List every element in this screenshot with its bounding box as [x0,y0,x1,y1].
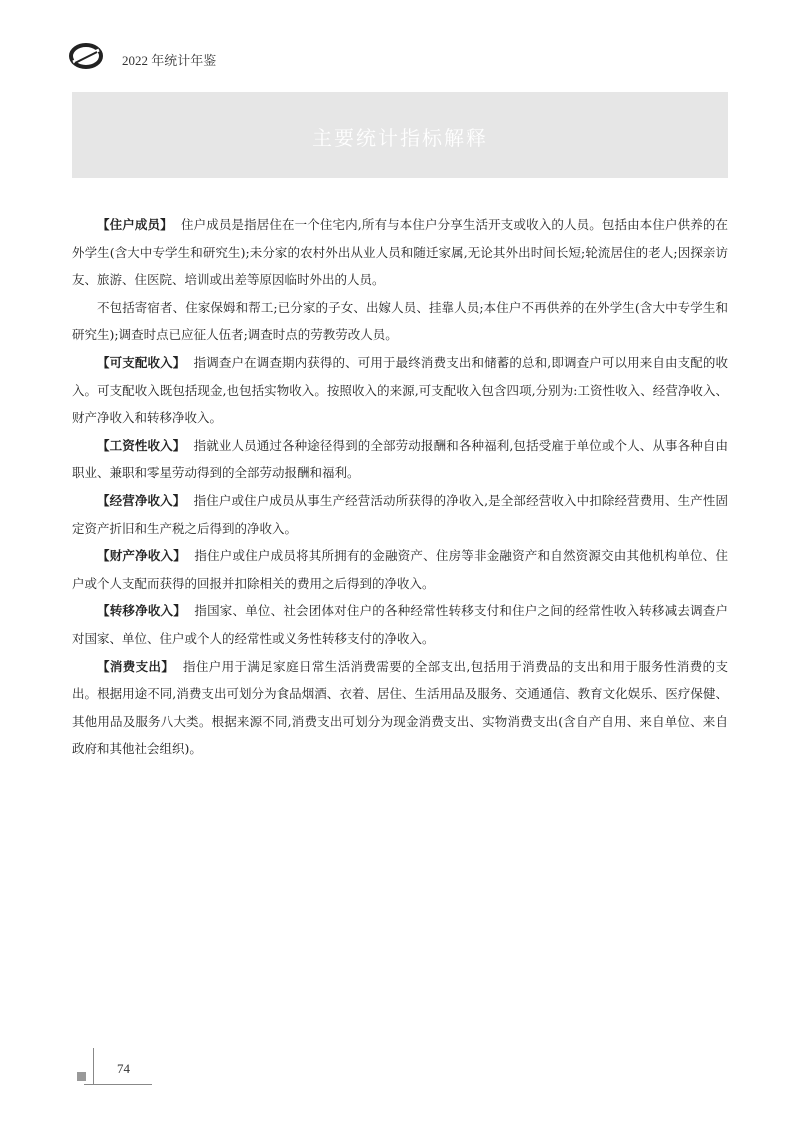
statistics-logo-icon [69,42,103,70]
definition-text: 指住户或住户成员从事生产经营活动所获得的净收入,是全部经营收入中扣除经营费用、生产性固定资产折旧和生产税之后得到的净收入。 [72,492,728,536]
definition-text: 指住户或住户成员将其所拥有的金融资产、住房等非金融资产和自然资源交由其他机构单位、住户或个人支配而获得的回报并扣除相关的费用之后得到的净收入。 [72,548,728,591]
definition-text: 住户成员是指居住在一个住宅内,所有与本住户分享生活开支或收入的人员。包括由本住户供养的在外学生(含大中专学生和研究生);未分家的农村外出从业人员和随迁家属,无论其外出时间长短;轮流居住的老人;因探亲访友、旅游、住医院、培训或出差等原因临时外出的人员。 [72,217,728,288]
section-title: 主要统计指标解释 [312,126,488,150]
definition-term: 【经营净收入】 [97,492,186,508]
definition-text: 指住户用于满足家庭日常生活消费需要的全部支出,包括用于消费品的支出和用于服务性消费的支出。根据用途不同,消费支出可划分为食品烟酒、衣着、居住、生活用品及服务、交通通信、教育文化娱乐、医疗保健、其他用品及服务八大类。根据来源不同,消费支出可划分为现金消费支出、实物消费支出(含自产自用、来自单位、来自政府和其他社会组织)。 [72,658,728,757]
definition-paragraph [72,597,728,652]
definition-paragraph [72,432,728,487]
definition-term: 【消费支出】 [97,658,175,674]
section-banner [72,92,728,178]
definition-text: 指调查户在调查期内获得的、可用于最终消费支出和储蓄的总和,即调查户可以用来自由支配的收入。可支配收入既包括现金,也包括实物收入。按照收入的来源,可支配收入包含四项,分别为:工资性收入、经营净收入、财产净收入和转移净收入。 [72,354,728,426]
definition-text: 指国家、单位、社会团体对住户的各种经常性转移支付和住户之间的经常性收入转移减去调查户对国家、单位、住户或个人的经常性或义务性转移支付的净收入。 [72,603,728,646]
footer-divider-horizontal [84,1084,152,1085]
definition-term: 【转移净收入】 [97,603,186,619]
definition-paragraph [72,294,728,349]
definition-paragraph [72,487,728,542]
definition-term: 【工资性收入】 [97,437,186,453]
definition-term: 【财产净收入】 [97,548,186,564]
definition-text: 不包括寄宿者、住家保姆和帮工;已分家的子女、出嫁人员、挂靠人员;本住户不再供养的在外学生(含大中专学生和研究生);调查时点已应征人伍者;调查时点的劳教劳改人员。 [72,299,728,343]
definition-term: 【住户成员】 [97,217,173,232]
definition-paragraph [72,542,728,597]
footer-square-marker [77,1072,86,1081]
definition-paragraph [72,211,728,294]
footer-divider-vertical [93,1048,94,1085]
definition-text: 指就业人员通过各种途径得到的全部劳动报酬和各种福利,包括受雇于单位或个人、从事各种自由职业、兼职和零星劳动得到的全部劳动报酬和福利。 [72,437,728,481]
page-number: 74 [117,1061,130,1076]
definition-paragraph [72,349,728,432]
yearbook-title: 2022 年统计年鉴 [122,53,217,68]
definition-paragraph [72,653,728,763]
definitions-list [72,211,728,763]
definition-term: 【可支配收入】 [97,354,186,370]
